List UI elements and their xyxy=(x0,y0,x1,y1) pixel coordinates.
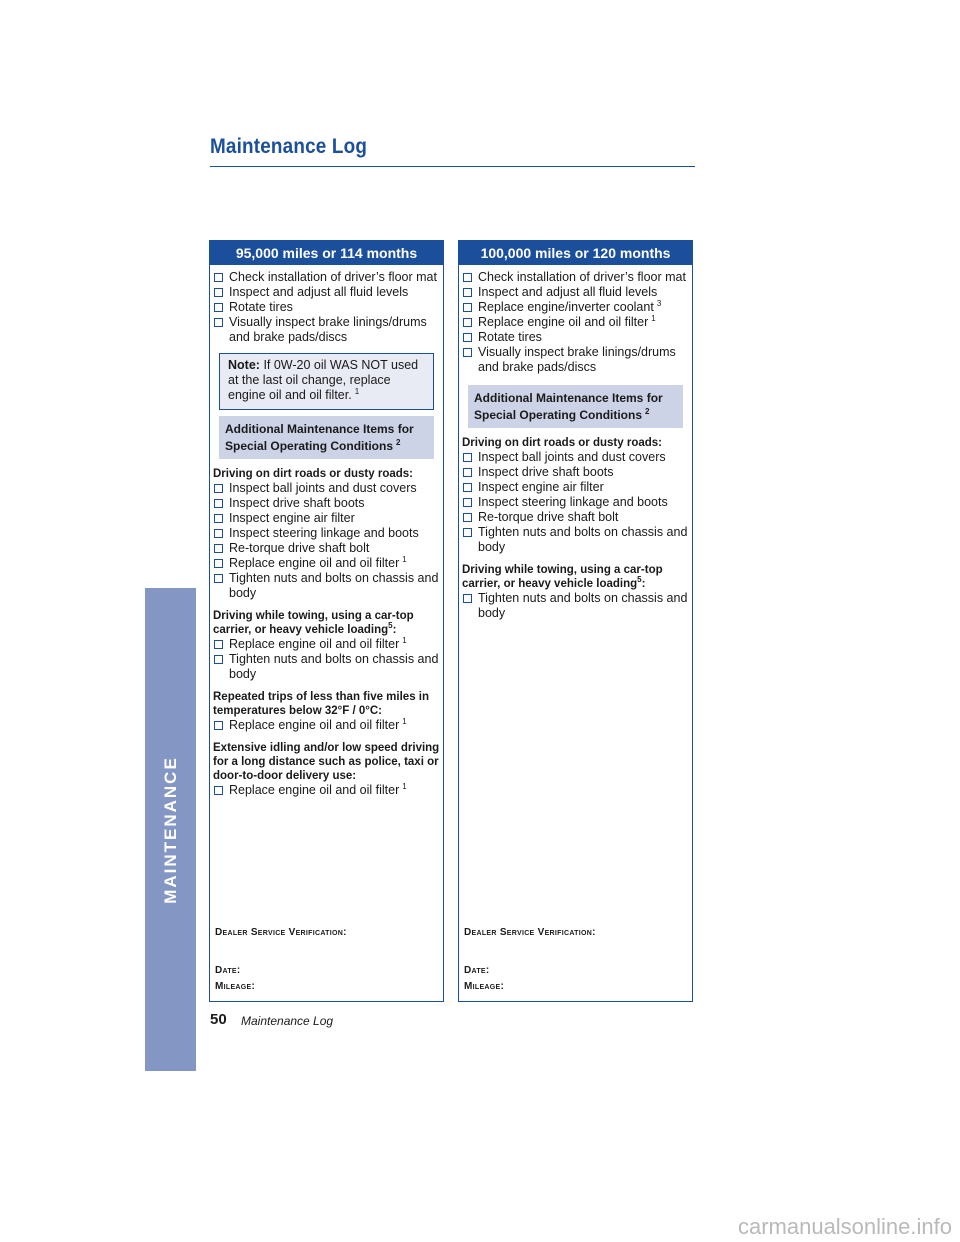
footer-label: Maintenance Log xyxy=(241,1014,334,1028)
checkbox-icon[interactable] xyxy=(214,559,223,568)
checkbox-icon[interactable] xyxy=(214,288,223,297)
right-items xyxy=(462,270,689,375)
additional-sup: 2 xyxy=(396,438,401,447)
checklist-item xyxy=(213,481,440,496)
date-label: Date: xyxy=(464,965,490,976)
left-column-body xyxy=(210,265,443,798)
left-column xyxy=(209,240,444,1002)
checkbox-icon[interactable] xyxy=(214,640,223,649)
condition-heading-text: Driving on dirt roads or dusty roads: xyxy=(462,437,662,449)
checklist-item xyxy=(462,315,689,330)
condition-heading xyxy=(213,741,440,783)
condition-heading xyxy=(462,563,689,591)
checklist-item-text: Rotate tires xyxy=(478,330,542,344)
checkbox-icon[interactable] xyxy=(214,721,223,730)
checklist-item xyxy=(462,525,689,555)
checkbox-icon[interactable] xyxy=(463,468,472,477)
checklist-item-text: Re-torque drive shaft bolt xyxy=(478,510,619,524)
checkbox-icon[interactable] xyxy=(463,498,472,507)
condition-heading xyxy=(462,436,689,450)
checklist-item xyxy=(462,480,689,495)
checkbox-icon[interactable] xyxy=(463,288,472,297)
checklist-item-text: Inspect steering linkage and boots xyxy=(229,526,419,540)
checklist-item xyxy=(213,783,440,798)
checklist-item-text: Replace engine oil and oil filter xyxy=(229,637,400,651)
checklist-item-text: Tighten nuts and bolts on chassis and body xyxy=(478,525,688,554)
footnote-ref: 1 xyxy=(402,554,407,564)
checklist-item xyxy=(213,526,440,541)
checklist-item xyxy=(213,637,440,652)
checkbox-icon[interactable] xyxy=(214,499,223,508)
additional-line2: Special Operating Conditions xyxy=(225,439,394,453)
note-sup: 1 xyxy=(354,386,360,396)
checkbox-icon[interactable] xyxy=(463,453,472,462)
checklist-item-text: Inspect drive shaft boots xyxy=(229,496,365,510)
condition-heading-text: Driving on dirt roads or dusty roads: xyxy=(213,468,413,480)
additional-line1: Additional Maintenance Items for xyxy=(474,391,663,405)
checkbox-icon[interactable] xyxy=(463,483,472,492)
footnote-ref: 1 xyxy=(402,716,407,726)
page-number: 50 xyxy=(210,1011,227,1028)
checklist-item xyxy=(213,300,440,315)
note-box xyxy=(219,353,434,410)
condition-heading-text: Driving while towing, using a car-top carrier, or heavy vehicle loading xyxy=(462,564,663,590)
side-tab xyxy=(145,588,196,1071)
left-column-header: 95,000 miles or 114 months xyxy=(210,241,443,265)
right-column-body xyxy=(459,265,692,621)
condition-heading-colon: : xyxy=(392,624,397,636)
checklist-item-text: Inspect drive shaft boots xyxy=(478,465,614,479)
checklist-item-text: Visually inspect brake linings/drums and brake pads/discs xyxy=(229,315,427,344)
footnote-ref: 1 xyxy=(402,781,407,791)
additional-items-box xyxy=(219,416,434,459)
side-tab-label: MAINTENANCE xyxy=(160,755,180,904)
checkbox-icon[interactable] xyxy=(463,303,472,312)
checkbox-icon[interactable] xyxy=(463,273,472,282)
checklist-item xyxy=(213,556,440,571)
checklist-item-text: Visually inspect brake linings/drums and brake pads/discs xyxy=(478,345,676,374)
checkbox-icon[interactable] xyxy=(463,348,472,357)
checklist-item xyxy=(213,511,440,526)
checklist-item xyxy=(462,330,689,345)
additional-sup: 2 xyxy=(645,407,650,416)
checklist-item-text: Inspect and adjust all fluid levels xyxy=(478,285,658,299)
right-conditions xyxy=(462,436,689,621)
checkbox-icon[interactable] xyxy=(214,303,223,312)
checklist-item xyxy=(213,270,440,285)
condition-heading-text: Repeated trips of less than five miles in temperatures below 32°F / 0°C: xyxy=(213,691,430,717)
checklist-item-text: Inspect steering linkage and boots xyxy=(478,495,668,509)
checkbox-icon[interactable] xyxy=(463,528,472,537)
footnote-ref: 5 xyxy=(637,575,642,585)
mileage-label: Mileage: xyxy=(215,981,256,992)
checkbox-icon[interactable] xyxy=(214,529,223,538)
right-column xyxy=(458,240,693,1002)
checklist-item-text: Re-torque drive shaft bolt xyxy=(229,541,370,555)
additional-items-box xyxy=(468,385,683,428)
checklist-item-text: Inspect engine air filter xyxy=(229,511,355,525)
checklist-item xyxy=(462,465,689,480)
date-label: Date: xyxy=(215,965,241,976)
additional-line2: Special Operating Conditions xyxy=(474,408,643,422)
condition-heading-text: Extensive idling and/or low speed driving for a long distance such as police, taxi or door-to-door delivery use: xyxy=(213,742,440,782)
checklist-item xyxy=(462,270,689,285)
checklist-item-text: Replace engine oil and oil filter xyxy=(478,315,649,329)
checklist-item-text: Inspect ball joints and dust covers xyxy=(478,450,666,464)
checklist-item xyxy=(213,315,440,345)
checkbox-icon[interactable] xyxy=(214,514,223,523)
mileage-label: Mileage: xyxy=(464,981,505,992)
checklist-item xyxy=(462,591,689,621)
checklist-item-text: Check installation of driver’s floor mat xyxy=(229,270,437,284)
checklist-item xyxy=(213,718,440,733)
footnote-ref: 1 xyxy=(651,313,656,323)
checklist-item-text: Inspect ball joints and dust covers xyxy=(229,481,417,495)
checklist-item xyxy=(462,495,689,510)
condition-heading-text: Driving while towing, using a car-top carrier, or heavy vehicle loading xyxy=(213,610,414,636)
checkbox-icon[interactable] xyxy=(214,786,223,795)
checklist-item-text: Tighten nuts and bolts on chassis and body xyxy=(229,652,439,681)
footnote-ref: 3 xyxy=(656,298,662,308)
checklist-item-text: Tighten nuts and bolts on chassis and body xyxy=(229,571,439,600)
condition-heading xyxy=(213,690,440,718)
right-column-header: 100,000 miles or 120 months xyxy=(459,241,692,265)
note-text: If 0W-20 oil WAS NOT used at the last oil change, replace engine oil and oil filter. xyxy=(228,358,419,402)
condition-heading xyxy=(213,609,440,637)
checkbox-icon[interactable] xyxy=(463,318,472,327)
checklist-item-text: Inspect and adjust all fluid levels xyxy=(229,285,409,299)
page-title: Maintenance Log xyxy=(210,135,368,158)
checklist-item xyxy=(213,285,440,300)
checklist-item-text: Tighten nuts and bolts on chassis and body xyxy=(478,591,688,620)
footnote-ref: 1 xyxy=(402,635,407,645)
checklist-item xyxy=(462,450,689,465)
checkbox-icon[interactable] xyxy=(463,333,472,342)
checklist-item-text: Replace engine oil and oil filter xyxy=(229,556,400,570)
additional-line1: Additional Maintenance Items for xyxy=(225,422,414,436)
title-rule xyxy=(210,166,695,167)
checklist-item-text: Replace engine/inverter coolant xyxy=(478,300,654,314)
checklist-item xyxy=(213,496,440,511)
checklist-item xyxy=(213,571,440,601)
checkbox-icon[interactable] xyxy=(214,273,223,282)
checklist-item-text: Inspect engine air filter xyxy=(478,480,604,494)
checklist-item xyxy=(462,345,689,375)
checklist-item-text: Check installation of driver’s floor mat xyxy=(478,270,686,284)
checkbox-icon[interactable] xyxy=(214,318,223,327)
checklist-item-text: Replace engine oil and oil filter xyxy=(229,783,400,797)
condition-heading-colon: : xyxy=(641,578,646,590)
checkbox-icon[interactable] xyxy=(214,544,223,553)
checklist-item xyxy=(213,652,440,682)
checkbox-icon[interactable] xyxy=(214,484,223,493)
checklist-item-text: Rotate tires xyxy=(229,300,293,314)
checklist-item xyxy=(462,510,689,525)
checkbox-icon[interactable] xyxy=(463,594,472,603)
checklist-item xyxy=(213,541,440,556)
left-items xyxy=(213,270,440,345)
checkbox-icon[interactable] xyxy=(214,655,223,664)
checklist-item xyxy=(462,300,689,315)
footnote-ref: 5 xyxy=(388,621,393,631)
checklist-item-text: Replace engine oil and oil filter xyxy=(229,718,400,732)
condition-heading xyxy=(213,467,440,481)
checkbox-icon[interactable] xyxy=(463,513,472,522)
dealer-verification-label: Dealer Service Verification: xyxy=(215,927,347,938)
left-conditions xyxy=(213,467,440,798)
dealer-verification-label: Dealer Service Verification: xyxy=(464,927,596,938)
checklist-item xyxy=(462,285,689,300)
checkbox-icon[interactable] xyxy=(214,574,223,583)
note-label: Note: xyxy=(228,358,260,372)
watermark: carmanualsonline.info xyxy=(737,1214,952,1239)
